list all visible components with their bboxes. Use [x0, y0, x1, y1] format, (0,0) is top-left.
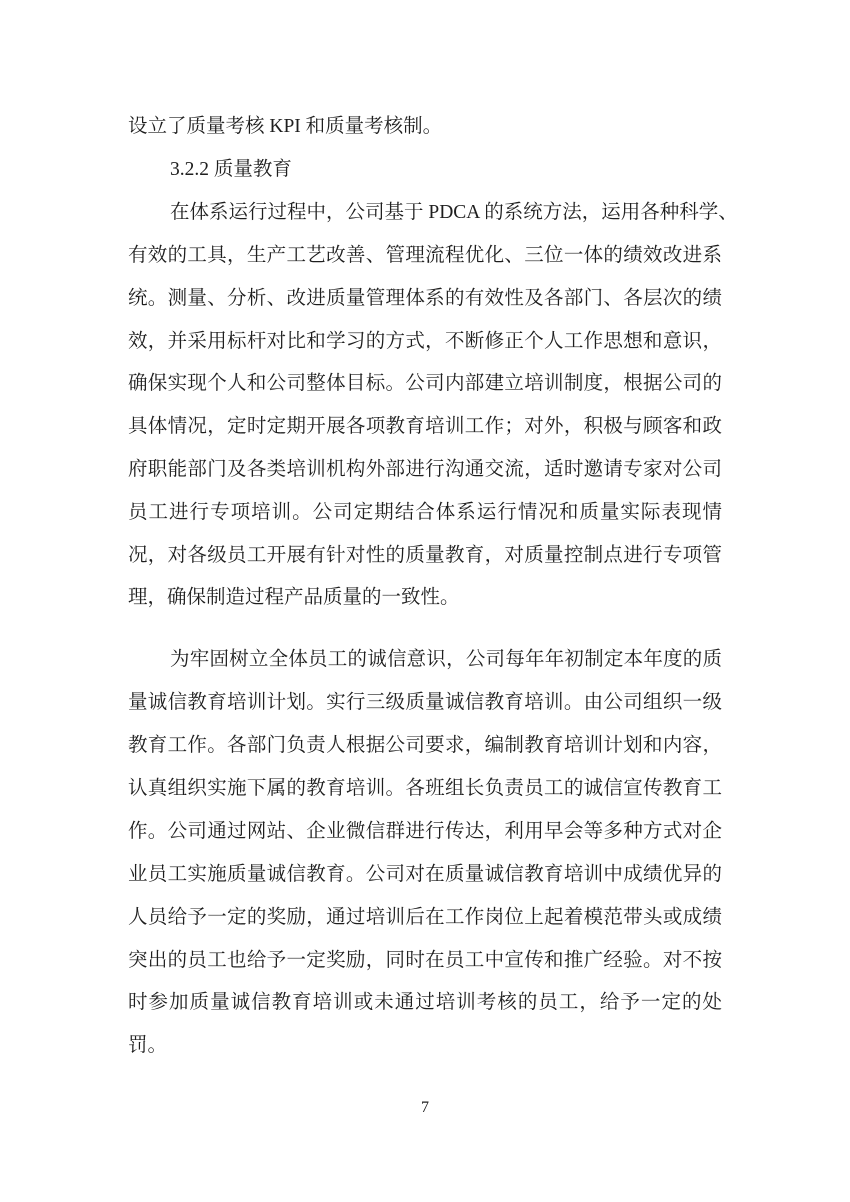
paragraph-line: 罚。 [128, 1035, 168, 1056]
paragraph-line: 况，对各级员工开展有针对性的质量教育，对质量控制点进行专项管 [128, 545, 722, 566]
paragraph-line: 突出的员工也给予一定奖励，同时在员工中宣传和推广经验。对不按 [128, 950, 722, 971]
paragraph-line: 员工进行专项培训。公司定期结合体系运行情况和质量实际表现情 [128, 502, 722, 523]
paragraph-line: 有效的工具，生产工艺改善、管理流程优化、三位一体的绩效改进系 [128, 245, 722, 266]
paragraph-line: 府职能部门及各类培训机构外部进行沟通交流，适时邀请专家对公司 [128, 459, 722, 480]
paragraph-line: 统。测量、分析、改进质量管理体系的有效性及各部门、各层次的绩 [128, 288, 722, 309]
paragraph-line: 效，并采用标杆对比和学习的方式，不断修正个人工作思想和意识， [128, 331, 722, 352]
section-heading: 3.2.2 质量教育 [170, 159, 292, 180]
paragraph-line: 在体系运行过程中，公司基于 PDCA 的系统方法，运用各种科学、 [170, 202, 738, 223]
paragraph-line: 认真组织实施下属的教育培训。各班组长负责员工的诚信宣传教育工 [128, 778, 722, 799]
paragraph-line: 为牢固树立全体员工的诚信意识，公司每年年初制定本年度的质 [170, 649, 722, 670]
page-number: 7 [421, 1099, 429, 1116]
paragraph-line: 理，确保制造过程产品质量的一致性。 [128, 587, 460, 608]
paragraph-line: 确保实现个人和公司整体目标。公司内部建立培训制度，根据公司的 [128, 373, 722, 394]
paragraph-line: 设立了质量考核 KPI 和质量考核制。 [128, 116, 443, 137]
paragraph-line: 教育工作。各部门负责人根据公司要求，编制教育培训计划和内容， [128, 735, 722, 756]
paragraph-line: 作。公司通过网站、企业微信群进行传达，利用早会等多种方式对企 [128, 821, 722, 842]
paragraph-line: 具体情况，定时定期开展各项教育培训工作；对外，积极与顾客和政 [128, 416, 722, 437]
paragraph-line: 时参加质量诚信教育培训或未通过培训考核的员工，给予一定的处 [128, 992, 722, 1013]
paragraph-line: 量诚信教育培训计划。实行三级质量诚信教育培训。由公司组织一级 [128, 692, 722, 713]
paragraph-line: 业员工实施质量诚信教育。公司对在质量诚信教育培训中成绩优异的 [128, 864, 722, 885]
paragraph-line: 人员给予一定的奖励，通过培训后在工作岗位上起着模范带头或成绩 [128, 907, 722, 928]
